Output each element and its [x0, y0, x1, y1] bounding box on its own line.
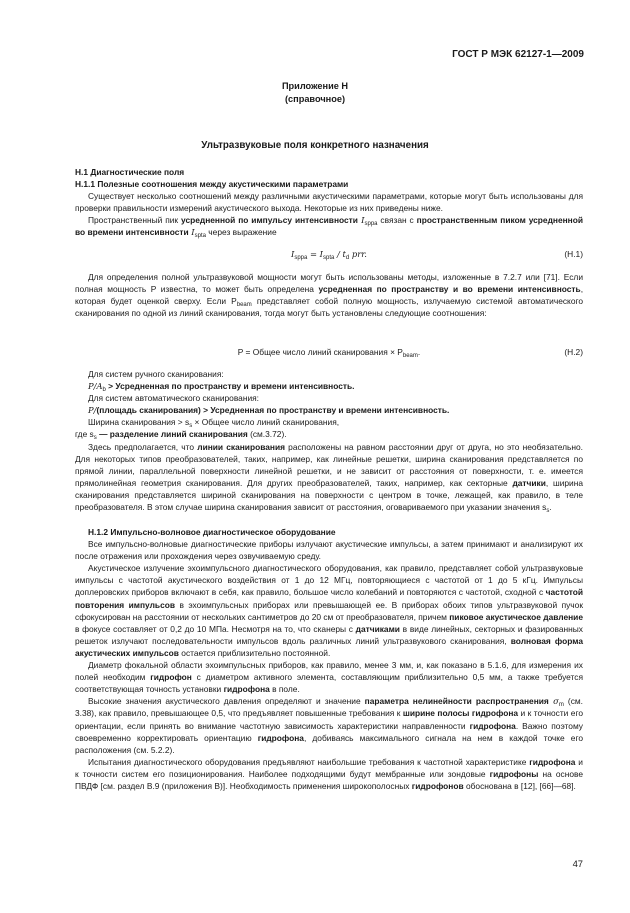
- section-h12: [75, 526, 583, 792]
- section-scanning: Для систем ручного сканирования: $P/A_b$ > Усредненная по пространству и времени интенсивность. Для систем автоматического сканирования: P/(площадь сканирования) > Усредненная по пространству и времени интенсивность. Ширина сканирования > $s_s$ × Общее число линий сканирования, где $s_s$ — разделение линий сканирования (см.3.72). Здесь предполагается, что линии сканирования расположены на равном расстоянии друг от друга, но это необязательно. Для некоторых типов преобразователей, таких, например, как линейные решетки, ширина сканирования представляется по прямой линии, параллельной поверхности линейной решетки, и не зависит от расстояния от поверхности, т. е. имеется прямолинейная геометрия сканирования. Для других преобразователей, таких, например, как секторные датчики, ширина сканирования представляется шириной сканирования на поверхности с центром в точке, лежащей, как правило, в теле преобразователя. В этом случае ширина сканирования зависит от расстояния, оговариваемого при указании значения $s_s$.: [75, 369, 584, 515]
- paragraph-2: Пространственный пик усредненной по импульсу интенсивности $I_{sppa}$ связан с пространственным пиком усредненной во времени интенсивности $I_{spta}$ через выражение: [75, 215, 583, 240]
- equation-number: (Н.2): [564, 347, 583, 357]
- heading-h12: Н.1.2 Импульсно-волновое диагностическое оборудование: [88, 527, 336, 537]
- equation-number: (Н.1): [564, 249, 583, 259]
- paragraph-7: Диаметр фокальной области эхоимпульсных приборов, как правило, менее 3 мм, и, как показано в 5.1.6, для измерения их полей необходим гидрофон с диаметром активного элемента, составляющим приблизительно 0,5 мм, а также требуется соответствующая точность установки гидрофона в поле.: [75, 660, 584, 695]
- appendix-note: (справочное): [284, 94, 345, 104]
- equation-h2: P = Общее число линий сканирования × $P_{beam}$. (Н.2): [237, 347, 583, 359]
- paragraph-6: Акустическое излучение эхоимпульсного диагностического оборудования, как правило, представляет собой ультразвуковые импульсы с частотой акустического воздействия от 1 до 12 МГц, повторяющиеся с частотой от 1 до 5 кГц. Импульсы доплеровских приборов включают в себя, как правило, большое число колебаний и повторяются с частотой, сходной с частотой повторения импульсов в эхоимпульсных приборах или превышающей ее. В приборах обоих типов ультразвуковой пучок сфокусирован на расстоянии от нескольких сантиметров до 20 см от преобразователя, причем пиковое акустическое давление в фокусе составляет от 0,2 до 10 МПа. Несмотря на то, что сканеры с датчиками в виде линейных, секторных и фазированных решеток излучают последовательности импульсов вдоль различных линий ультразвукового сканирования, волновая форма акустических импульсов остается приблизительно постоянной.: [75, 563, 583, 658]
- paragraph-9: Испытания диагностического оборудования предъявляют наибольшие требования к частотной характеристике гидрофона и к точности систем его позиционирования. Наиболее подходящими будут мембранные или зондовые гидрофоны на основе ПВДФ [см. раздел В.9 (приложения В)]. Необходимость применения широкополосных гидрофонов обоснована в [12], [66]—68].: [75, 756, 584, 791]
- section-h1: [75, 166, 583, 239]
- heading-h11: Н.1.1 Полезные соотношения между акустическими параметрами: [75, 179, 349, 190]
- appendix-label: Приложение Н: [281, 81, 349, 91]
- equation-h1: $I_{sppa} = I_{spta} / t_d$ prr. (Н.1): [291, 249, 583, 261]
- paragraph-3: Для определения полной ультразвуковой мощности могут быть использованы методы, изложенные в 7.2.7 или [71]. Если полная мощность P известна, то может быть определена усредненная по пространству и во времени интенсивность, которая будет оценкой сверху. Если $P_{beam}$ представляет собой полную мощность, излучаемую системой автоматического сканирования по одной из линий сканирования, тогда могут быть установлены следующие соотношения:: [75, 272, 584, 319]
- page-title: Ультразвуковые поля конкретного назначения: [201, 140, 429, 151]
- standard-header: ГОСТ Р МЭК 62127-1—2009: [452, 49, 584, 60]
- heading-h1: Н.1 Диагностические поля: [75, 167, 185, 177]
- paragraph-1: Существует несколько соотношений между различными акустическими параметрами, которые могут быть использованы для проверки правильности измерений акустического выхода. Некоторые из них приведены ниже.: [75, 191, 583, 214]
- paragraph-8: Высокие значения акустического давления определяют и значение параметра нелинейности распространения $\sigma_m$ (см. 3.38), как правило, превышающее 0,5, что предъявляет повышенные требования к ширине полосы гидрофона и к точности его ориентации, если принять во внимание частотную зависимость характеристики направленности гидрофона. Важно поэтому своевременно корректировать ориентацию гидрофона, добиваясь максимального сигнала на нем в каждой точке его расположения (см. 5.2.2).: [75, 696, 583, 755]
- paragraph-4: Здесь предполагается, что линии сканирования расположены на равном расстоянии друг от друга, но это необязательно. Для некоторых типов преобразователей, таких, например, как линейные решетки, ширина сканирования представляется по прямой линии, параллельной поверхности линейной решетки, и не зависит от расстояния от поверхности, т. е. имеется прямолинейная геометрия сканирования. Для других преобразователей, таких, например, как секторные датчики, ширина сканирования представляется шириной сканирования на поверхности с центром в точке, лежащей, как правило, в теле преобразователя. В этом случае ширина сканирования зависит от расстояния, оговариваемого при указании значения $s_s$.: [75, 441, 584, 515]
- page-number: 47: [572, 858, 583, 869]
- paragraph-5: Все импульсно-волновые диагностические приборы излучают акустические импульсы, а затем принимают и анализируют их после отражения или прохождения через озвучиваемую среду.: [75, 539, 583, 562]
